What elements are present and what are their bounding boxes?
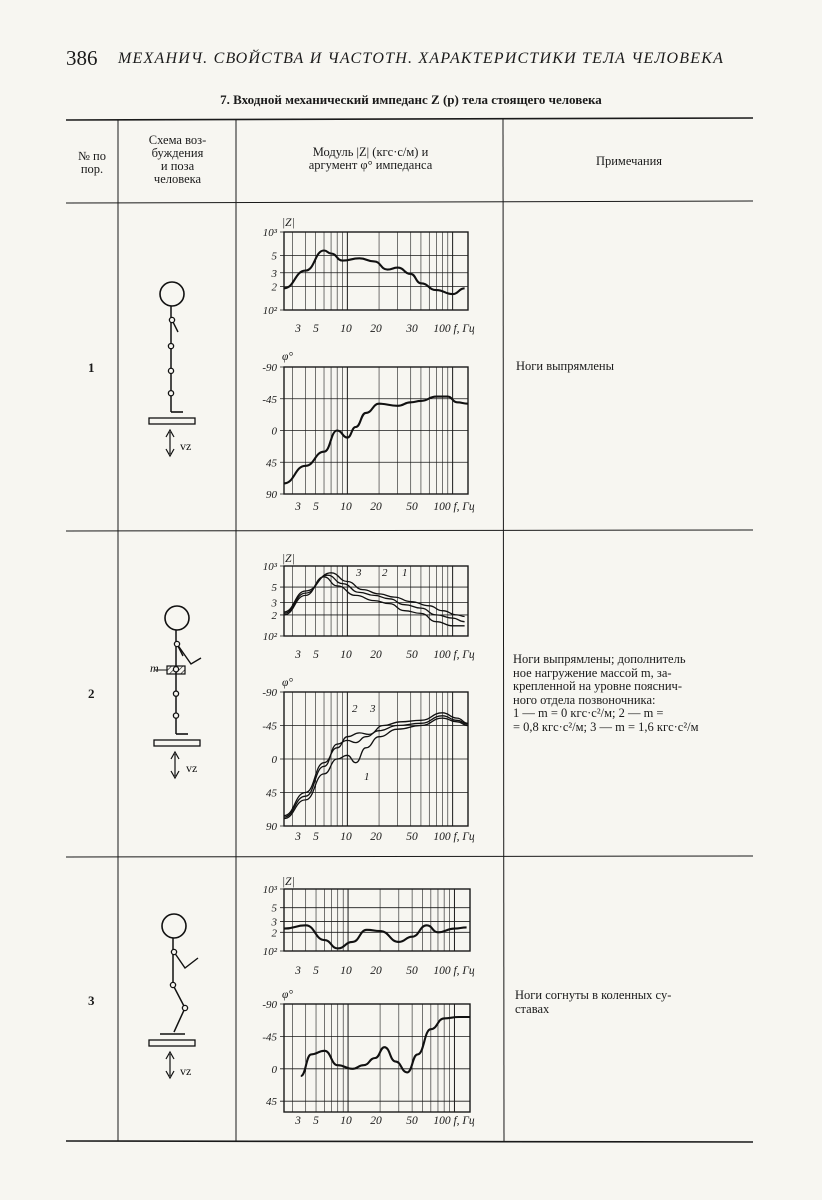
x-tick-label: 100 f, Гц — [433, 965, 475, 977]
note-line: = 0,8 кгс·с²/м; 3 — m = 1,6 кгс·с²/м — [513, 719, 699, 734]
figure-row-2 — [154, 606, 201, 778]
joint-mark — [173, 713, 178, 718]
header-line: человека — [153, 172, 202, 186]
y-tick-label: 45 — [266, 787, 277, 800]
note-line: Ноги выпрямлены; дополнитель — [513, 652, 686, 666]
x-tick-label: 100 f, Гц — [433, 831, 475, 843]
y-tick-label: 5 — [271, 902, 277, 915]
x-tick-label: 100 f, Гц — [433, 501, 475, 513]
series-label: 3 — [356, 567, 362, 579]
row-number: 3 — [88, 993, 95, 1008]
platform-shape — [154, 740, 200, 746]
note-line: ного отдела позвоночника: — [513, 692, 656, 707]
vz-label: vz — [180, 439, 192, 453]
y-tick-label: 5 — [271, 250, 277, 263]
rule-row-2 — [66, 856, 753, 857]
note-line: крепленной на уровне пояснич- — [513, 679, 682, 693]
x-tick-label: 50 — [406, 1115, 418, 1127]
y-tick-label: -90 — [262, 999, 277, 1011]
joint-mark — [168, 343, 173, 348]
joint-mark — [173, 691, 178, 696]
joint-mark — [169, 317, 174, 322]
series-label: 2 — [382, 567, 388, 579]
y-tick-label: 10² — [262, 631, 277, 643]
series-line — [301, 1017, 470, 1076]
chart-1 — [263, 217, 475, 335]
header-line: Схема воз- — [148, 133, 207, 147]
header-line: аргумент φ° импеданса — [308, 158, 433, 172]
joint-mark — [171, 949, 176, 954]
note-line: Ноги выпрямлены — [516, 359, 614, 373]
head-shape — [160, 282, 184, 306]
y-tick-label: -45 — [262, 720, 277, 733]
joint-mark — [182, 1005, 187, 1010]
y-tick-label: 90 — [266, 821, 277, 833]
x-tick-label: 5 — [313, 323, 319, 335]
y-tick-label: 0 — [271, 1063, 277, 1076]
arm-line — [174, 952, 198, 968]
header-line: Модуль |Z| (кгс·с/м) и — [312, 145, 429, 159]
x-tick-label: 3 — [295, 965, 301, 977]
head-shape — [162, 914, 186, 938]
series-label: 2 — [352, 703, 358, 715]
table-rules — [66, 118, 753, 1142]
rule-bottom — [66, 1141, 753, 1142]
platform-shape — [149, 1040, 195, 1046]
figure-row-3 — [149, 914, 198, 1078]
series-label: 1 — [364, 771, 370, 783]
series-line — [284, 925, 467, 948]
quantity-label: |Z| — [282, 876, 295, 888]
y-tick-label: 90 — [266, 489, 277, 501]
header-line: Примечания — [595, 154, 663, 168]
page-number: 386 — [66, 46, 98, 70]
series-line — [284, 573, 465, 617]
y-tick-label: 10³ — [262, 561, 277, 573]
x-tick-label: 20 — [370, 1115, 382, 1127]
y-tick-label: 2 — [271, 281, 277, 294]
y-tick-label: 45 — [266, 457, 277, 470]
mass-label: m — [150, 661, 159, 675]
running-head: МЕХАНИЧ. СВОЙСТВА И ЧАСТОТН. ХАРАКТЕРИСТИКИ ТЕЛА ЧЕЛОВЕКА — [118, 50, 725, 67]
x-tick-label: 10 — [340, 649, 352, 661]
joint-mark — [168, 368, 173, 373]
note-line: ное нагружение массой m, за- — [513, 665, 672, 680]
x-tick-label: 20 — [370, 649, 382, 661]
note-line: Ноги согнуты в коленных су- — [515, 988, 672, 1002]
y-tick-label: 0 — [271, 425, 277, 438]
chart-5 — [263, 876, 475, 977]
y-tick-label: 5 — [271, 582, 277, 595]
chart-6 — [262, 989, 475, 1127]
x-tick-label: 50 — [406, 501, 418, 513]
header-line: № по — [78, 149, 106, 163]
platform-shape — [149, 418, 195, 424]
x-tick-label: 50 — [406, 649, 418, 661]
arm-line — [177, 644, 201, 664]
x-tick-label: 20 — [370, 831, 382, 843]
series-line — [284, 577, 465, 626]
x-tick-label: 5 — [313, 501, 319, 513]
note-line: 1 — m = 0 кгс·с²/м; 2 — m = — [513, 706, 664, 720]
y-tick-label: 3 — [271, 597, 277, 610]
table-title: 7. Входной механический импеданс Z (p) тела стоящего человека — [220, 92, 602, 107]
charts — [262, 217, 475, 1127]
x-tick-label: 20 — [370, 501, 382, 513]
figure-row-1 — [149, 282, 195, 456]
x-tick-label: 100 f, Гц — [433, 323, 475, 335]
joint-mark — [174, 641, 179, 646]
x-tick-label: 10 — [340, 501, 352, 513]
x-tick-label: 5 — [313, 649, 319, 661]
x-tick-label: 20 — [370, 965, 382, 977]
quantity-label: φ° — [282, 351, 293, 363]
series-line — [284, 713, 468, 816]
header-line: пор. — [80, 162, 104, 176]
vz-label: vz — [186, 761, 198, 775]
y-tick-label: -45 — [262, 1031, 277, 1044]
chart-4 — [262, 677, 475, 843]
y-tick-label: 3 — [271, 267, 277, 280]
header-line: и поза — [160, 159, 195, 173]
joint-mark — [170, 982, 175, 987]
row-number: 1 — [88, 360, 95, 375]
figures — [149, 282, 201, 1078]
y-tick-label: 2 — [271, 927, 277, 940]
quantity-label: φ° — [282, 677, 293, 689]
x-tick-label: 3 — [295, 323, 301, 335]
series-line — [284, 397, 468, 484]
y-tick-label: 3 — [271, 916, 277, 929]
x-tick-label: 20 — [370, 323, 382, 335]
header-line: буждения — [151, 146, 204, 160]
x-tick-label: 100 f, Гц — [433, 649, 475, 661]
y-tick-label: 10² — [262, 946, 277, 958]
rule-row-1 — [66, 530, 753, 531]
series-label: 1 — [402, 567, 408, 579]
x-tick-label: 10 — [340, 323, 352, 335]
x-tick-label: 3 — [295, 501, 301, 513]
y-tick-label: 10³ — [262, 227, 277, 239]
y-tick-label: 10² — [262, 305, 277, 317]
rule-top — [66, 118, 753, 120]
y-tick-label: 0 — [271, 754, 277, 766]
chart-frame — [284, 889, 470, 951]
x-tick-label: 10 — [340, 831, 352, 843]
x-tick-label: 3 — [295, 1115, 301, 1127]
rule-col-3 — [503, 118, 504, 1142]
joint-mark — [173, 667, 178, 672]
rule-header — [66, 201, 753, 203]
x-tick-label: 30 — [406, 323, 418, 335]
x-tick-label: 10 — [340, 965, 352, 977]
x-tick-label: 50 — [406, 831, 418, 843]
x-tick-label: 5 — [313, 831, 319, 843]
chart-frame — [284, 232, 468, 310]
x-tick-label: 10 — [340, 1115, 352, 1127]
x-tick-label: 5 — [313, 1115, 319, 1127]
y-tick-label: 2 — [271, 609, 277, 622]
y-tick-label: -90 — [262, 687, 277, 699]
x-tick-label: 5 — [313, 965, 319, 977]
x-tick-label: 3 — [295, 831, 301, 843]
chart-3 — [263, 553, 475, 661]
series-line — [284, 251, 465, 295]
joint-mark — [168, 391, 173, 396]
row-number: 2 — [88, 686, 95, 701]
head-shape — [165, 606, 189, 630]
y-tick-label: 45 — [266, 1096, 277, 1109]
x-tick-label: 50 — [406, 965, 418, 977]
quantity-label: φ° — [282, 989, 293, 1001]
x-tick-label: 3 — [295, 649, 301, 661]
vz-label: vz — [180, 1064, 192, 1078]
quantity-label: |Z| — [282, 217, 295, 229]
note-line: ставах — [515, 1001, 550, 1016]
y-tick-label: -90 — [262, 362, 277, 374]
x-tick-label: 100 f, Гц — [433, 1115, 475, 1127]
y-tick-label: 10³ — [262, 884, 277, 896]
series-label: 3 — [370, 703, 376, 715]
series-line — [284, 718, 468, 819]
chart-2 — [262, 351, 475, 513]
quantity-label: |Z| — [282, 553, 295, 565]
y-tick-label: -45 — [262, 393, 277, 406]
